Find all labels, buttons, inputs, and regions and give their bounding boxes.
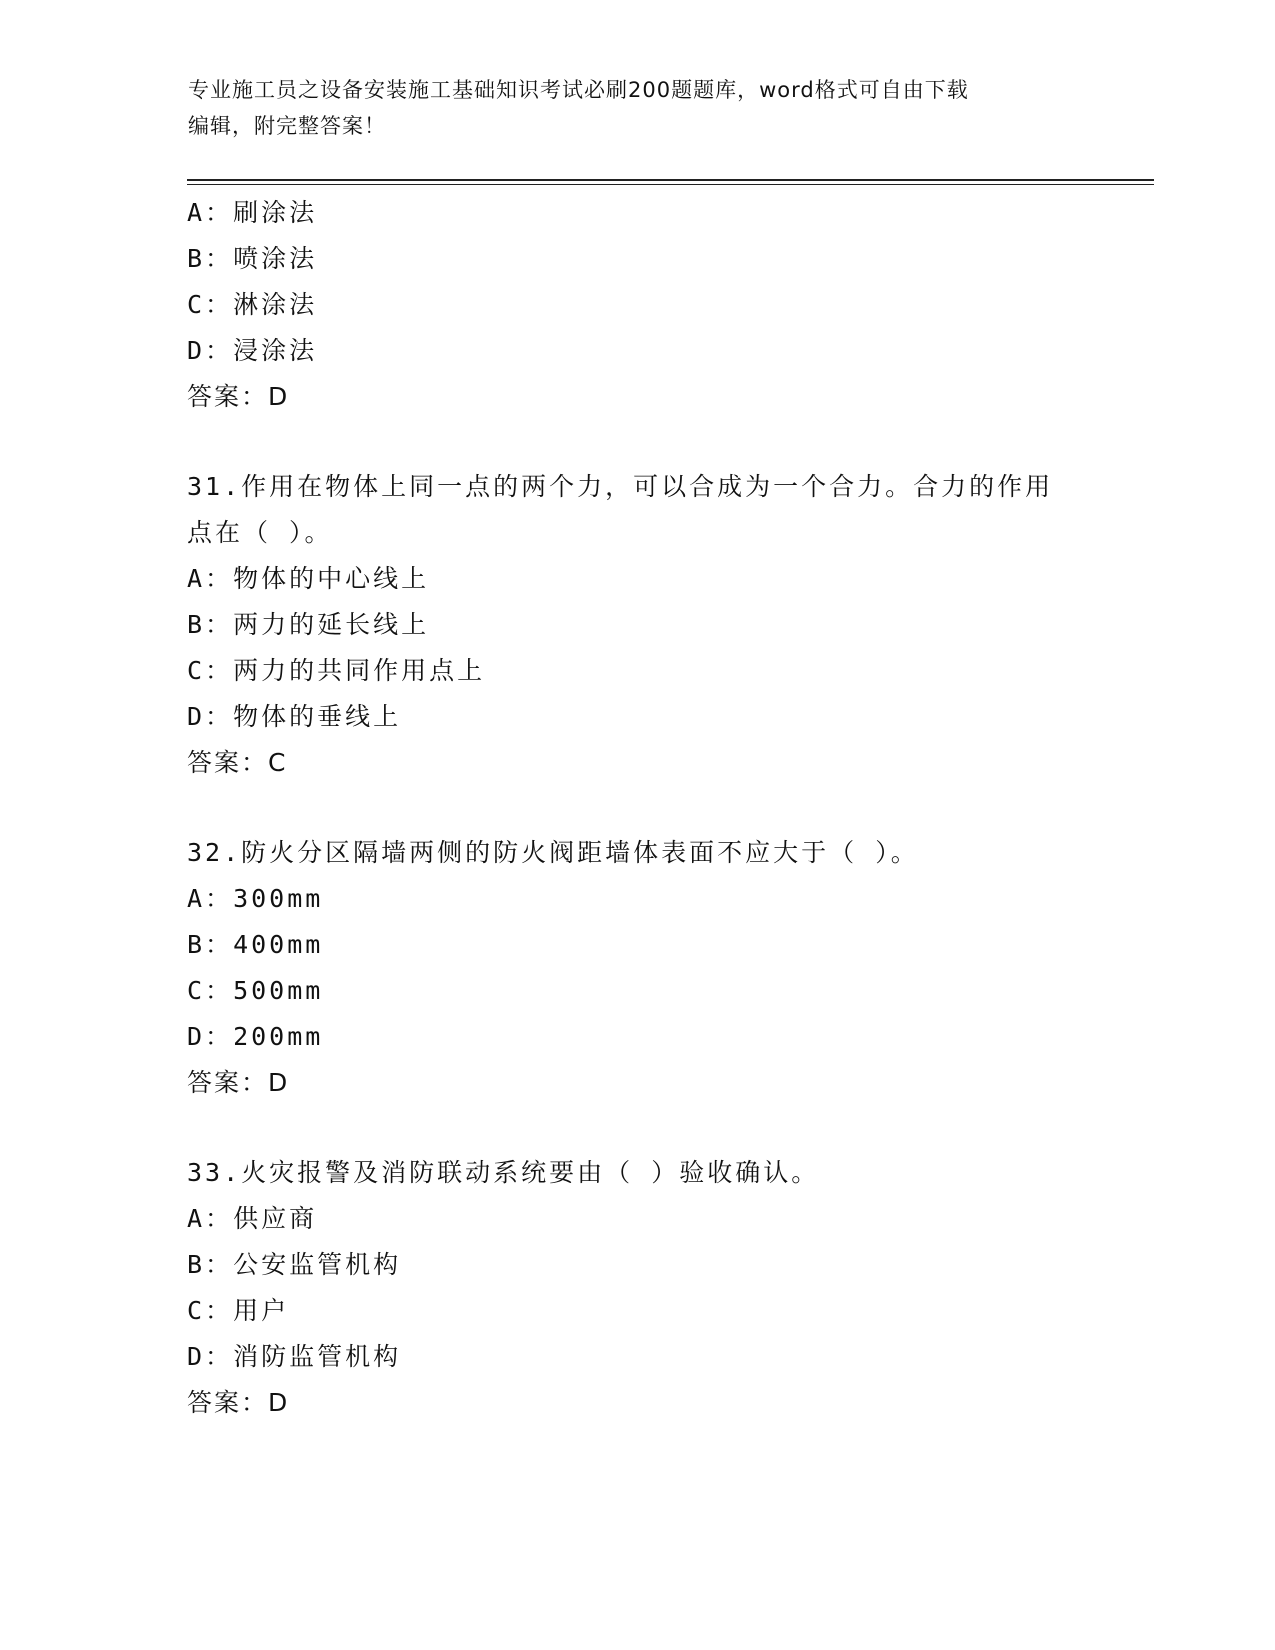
option-d — [187, 1014, 1147, 1060]
answer-line: 答案：D — [187, 1388, 290, 1417]
option-letter: D： — [187, 336, 234, 365]
option-d — [187, 1334, 1147, 1380]
option-letter: A： — [187, 564, 234, 593]
option-text: 两力的共同作用点上 — [233, 656, 486, 685]
option-text: 消防监管机构 — [233, 1342, 402, 1371]
option-letter: C： — [187, 976, 234, 1005]
option-text: 200mm — [233, 1022, 324, 1051]
document-header — [188, 72, 1068, 144]
question-stem: 31.作用在物体上同一点的两个力，可以合成为一个合力。合力的作用 — [187, 472, 1054, 501]
option-text: 供应商 — [233, 1204, 318, 1233]
option-text: 500mm — [233, 976, 324, 1005]
option-letter: B： — [187, 244, 234, 273]
question-stem: 33.火灾报警及消防联动系统要由（ ）验收确认。 — [187, 1158, 820, 1187]
question-32 — [187, 830, 1147, 1106]
option-b — [187, 922, 1147, 968]
option-text: 淋涂法 — [233, 290, 318, 319]
option-text: 两力的延长线上 — [233, 610, 430, 639]
option-text: 喷涂法 — [233, 244, 318, 273]
option-a — [187, 876, 1147, 922]
option-letter: D： — [187, 1342, 234, 1371]
header-title-line-2: 编辑，附完整答案！ — [188, 114, 386, 138]
option-b — [187, 236, 1147, 282]
option-text: 物体的中心线上 — [233, 564, 430, 593]
header-title-line-1: 专业施工员之设备安装施工基础知识考试必刷200题题库，word格式可自由下载 — [188, 78, 969, 102]
option-a — [187, 1196, 1147, 1242]
question-30 — [187, 190, 1147, 420]
option-letter: D： — [187, 702, 234, 731]
question-list — [187, 190, 1147, 1426]
spacer — [187, 1106, 1147, 1150]
question-33 — [187, 1150, 1147, 1426]
spacer — [187, 420, 1147, 464]
option-text: 300mm — [233, 884, 324, 913]
option-d — [187, 694, 1147, 740]
option-a — [187, 190, 1147, 236]
option-letter: A： — [187, 884, 234, 913]
option-b — [187, 602, 1147, 648]
option-letter: C： — [187, 290, 234, 319]
option-letter: C： — [187, 1296, 234, 1325]
option-letter: A： — [187, 198, 234, 227]
option-text: 浸涂法 — [233, 336, 318, 365]
option-c — [187, 648, 1147, 694]
question-31 — [187, 464, 1147, 786]
option-c — [187, 968, 1147, 1014]
answer-line: 答案：D — [187, 1068, 290, 1097]
option-letter: D： — [187, 1022, 234, 1051]
question-stem: 32.防火分区隔墙两侧的防火阀距墙体表面不应大于（ ）。 — [187, 838, 919, 867]
option-text: 公安监管机构 — [233, 1250, 402, 1279]
option-c — [187, 282, 1147, 328]
option-letter: B： — [187, 610, 234, 639]
option-letter: A： — [187, 1204, 234, 1233]
answer-line: 答案：C — [187, 748, 288, 777]
option-a — [187, 556, 1147, 602]
option-d — [187, 328, 1147, 374]
option-text: 物体的垂线上 — [233, 702, 402, 731]
question-stem-continued: 点在（ ）。 — [187, 518, 333, 547]
header-divider — [187, 179, 1154, 185]
option-text: 用户 — [233, 1296, 290, 1325]
answer-line: 答案：D — [187, 382, 290, 411]
option-text: 400mm — [233, 930, 324, 959]
spacer — [187, 786, 1147, 830]
option-text: 刷涂法 — [233, 198, 318, 227]
option-b — [187, 1242, 1147, 1288]
option-letter: B： — [187, 930, 234, 959]
option-letter: B： — [187, 1250, 234, 1279]
option-c — [187, 1288, 1147, 1334]
option-letter: C： — [187, 656, 234, 685]
